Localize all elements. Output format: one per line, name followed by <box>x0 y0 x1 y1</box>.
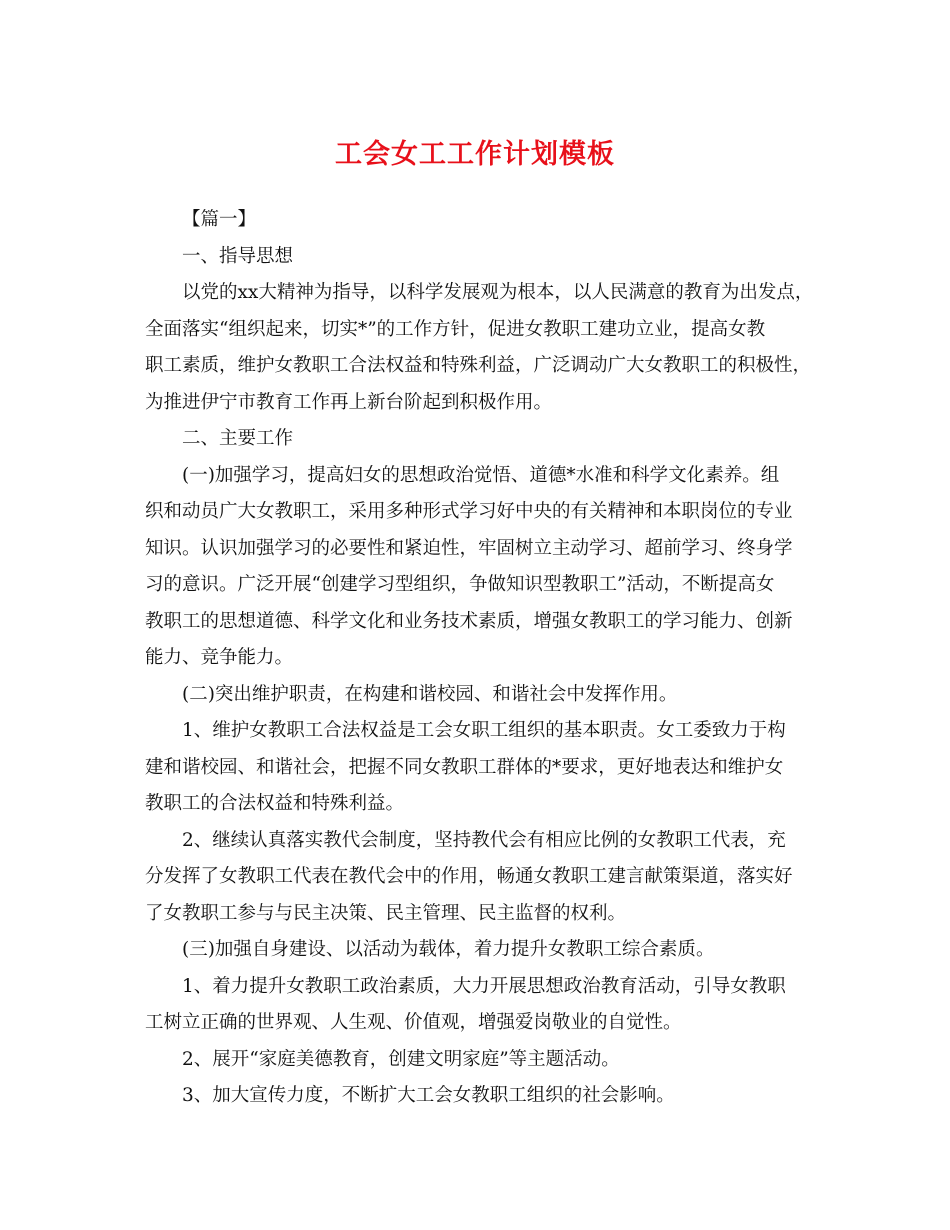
paragraph <box>145 202 815 239</box>
paragraph-line: 3、加大宣传力度，不断扩大工会女教职工组织的社会影响。 <box>182 1085 675 1106</box>
paragraph-line: 职工素质，维护女教职工合法权益和特殊利益，广泛调动广大女教职工的积极性， <box>145 355 812 376</box>
paragraph <box>145 1042 815 1079</box>
paragraph <box>145 969 815 1042</box>
paragraph-line: (一)加强学习，提高妇女的思想政治觉悟、道德*水准和科学文化素养。组 <box>182 464 780 486</box>
paragraph-line: 织和动员广大女教职工，采用多种形式学习好中央的有关精神和本职岗位的专业 <box>145 501 793 522</box>
paragraph-line: 能力、竞争能力。 <box>145 647 294 668</box>
paragraph <box>145 421 815 458</box>
paragraph-line: 教职工的合法权益和特殊利益。 <box>145 793 405 814</box>
paragraph <box>145 823 815 933</box>
paragraph-line: (三)加强自身建设、以活动为载体，着力提升女教职工综合素质。 <box>182 939 715 960</box>
paragraph-line: 2、继续认真落实教代会制度，坚持教代会有相应比例的女教职工代表，充 <box>182 829 786 851</box>
paragraph-line: 二、主要工作 <box>182 428 294 449</box>
paragraph <box>145 239 815 276</box>
paragraph-line: 2、展开“家庭美德教育，创建文明家庭”等主题活动。 <box>182 1048 620 1070</box>
paragraph-line: 分发挥了女教职工代表在教代会中的作用，畅通女教职工建言献策渠道，落实好 <box>145 866 793 887</box>
paragraph-line: 了女教职工参与与民主决策、民主管理、民主监督的权利。 <box>145 902 627 924</box>
paragraph-line: 【篇一】 <box>182 209 257 230</box>
paragraph-line: 知识。认识加强学习的必要性和紧迫性，牢固树立主动学习、超前学习、终身学 <box>145 537 793 559</box>
paragraph <box>145 932 815 969</box>
document-body <box>145 202 815 1115</box>
paragraph <box>145 713 815 823</box>
paragraph-line: 工树立正确的世界观、人生观、价值观，增强爱岗敬业的自觉性。 <box>145 1012 682 1033</box>
paragraph-line: 一、指导思想 <box>182 245 294 267</box>
paragraph-line: 建和谐校园、和谐社会，把握不同女教职工群体的*要求，更好地表达和维护女 <box>145 756 784 778</box>
paragraph-line: 教职工的思想道德、科学文化和业务技术素质，增强女教职工的学习能力、创新 <box>145 610 793 632</box>
paragraph-line: 以党的xx大精神为指导，以科学发展观为根本，以人民满意的教育为出发点， <box>182 282 814 303</box>
document-title: 工会女工工作计划模板 <box>335 139 615 170</box>
paragraph <box>145 677 815 714</box>
paragraph <box>145 275 815 421</box>
paragraph-line: 为推进伊宁市教育工作再上新台阶起到积极作用。 <box>145 391 553 413</box>
paragraph-line: 1、维护女教职工合法权益是工会女职工组织的基本职责。女工委致力于构 <box>182 720 786 741</box>
paragraph-line: 全面落实“组织起来，切实*”的工作方针，促进女教职工建功立业，提高女教 <box>145 318 766 340</box>
paragraph <box>145 1078 815 1115</box>
paragraph <box>145 458 815 677</box>
paragraph-line: (二)突出维护职责，在构建和谐校园、和谐社会中发挥作用。 <box>182 683 678 705</box>
paragraph-line: 习的意识。广泛开展“创建学习型组织，争做知识型教职工”活动，不断提高女 <box>145 574 775 595</box>
paragraph-line: 1、着力提升女教职工政治素质，大力开展思想政治教育活动，引导女教职 <box>182 975 786 997</box>
